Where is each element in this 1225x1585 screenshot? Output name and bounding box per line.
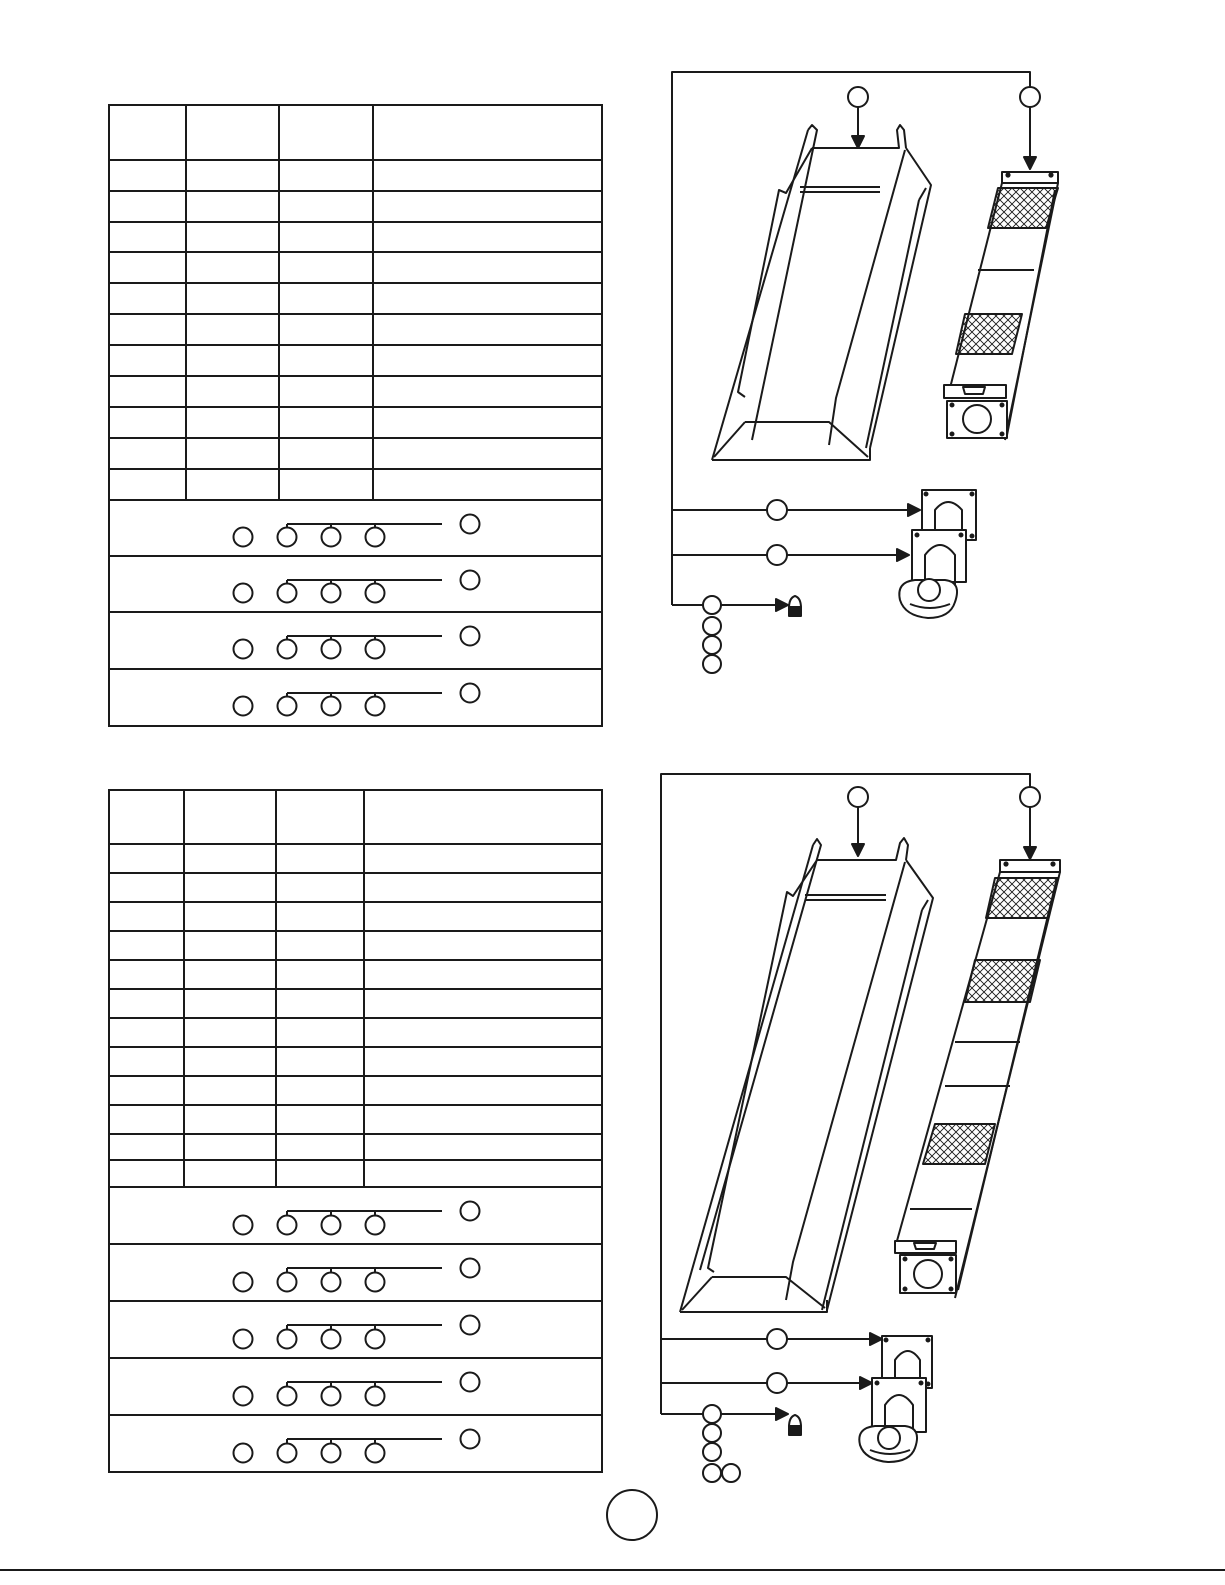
upper-exploded-view xyxy=(672,72,1058,673)
lower-exploded-view xyxy=(661,774,1060,1482)
upper-table-grid xyxy=(108,104,603,669)
bottom-rule xyxy=(0,1569,1225,1571)
page-number xyxy=(606,1489,658,1541)
lower-table-grid xyxy=(108,789,603,1415)
